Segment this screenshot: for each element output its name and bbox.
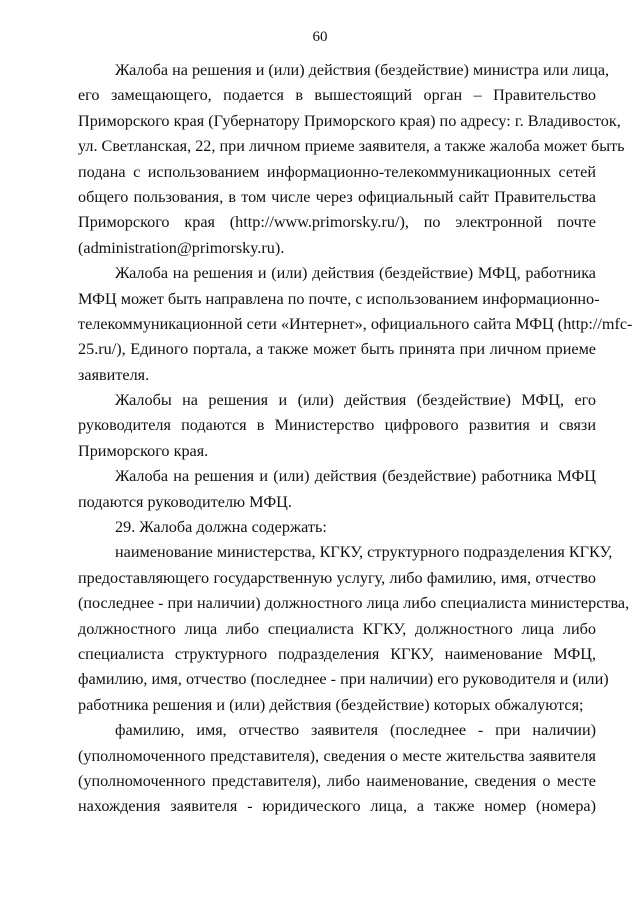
text-line: телекоммуникационной сети «Интернет», официального сайта МФЦ (http://mfc- (78, 314, 633, 333)
text-line: 29. Жалоба должна содержать: (115, 518, 327, 537)
paragraph (78, 388, 596, 464)
text-line: фамилию, имя, отчество (последнее - при наличии) его руководителя и (или) (78, 670, 609, 689)
text-line: ул. Светланская, 22, при личном приеме заявителя, а также жалоба может быть (78, 137, 625, 156)
text-line: специалиста структурного подразделения КГКУ, наименование МФЦ, (78, 644, 596, 663)
text-line: предоставляющего государственную услугу, либо фамилию, имя, отчество (78, 568, 596, 587)
text-line: (administration@primorsky.ru). (78, 238, 285, 257)
document-body (78, 58, 633, 820)
text-line: наименование министерства, КГКУ, структурного подразделения КГКУ, (115, 543, 613, 562)
text-line: Жалобы на решения и (или) действия (бездействие) МФЦ, его (115, 391, 596, 410)
text-line: (уполномоченного представителя), сведения о месте жительства заявителя (78, 746, 596, 765)
text-line: подана с использованием информационно-телекоммуникационных сетей (78, 162, 596, 181)
text-line: Жалоба на решения и (или) действия (бездействие) МФЦ, работника (115, 264, 596, 283)
text-line: общего пользования, в том числе через официальный сайт Правительства (78, 187, 596, 206)
paragraph (78, 464, 596, 515)
paragraph (78, 58, 625, 261)
text-line: его замещающего, подается в вышестоящий орган – Правительство (78, 86, 596, 105)
text-line: (уполномоченного представителя), либо наименование, сведения о месте (78, 771, 596, 790)
text-line: работника решения и (или) действия (бездействие) которых обжалуются; (78, 695, 584, 714)
text-line: Жалоба на решения и (или) действия (бездействие) министра или лица, (115, 61, 610, 79)
text-line: 25.ru/), Единого портала, а также может быть принята при личном приеме (78, 340, 596, 359)
text-line: заявителя. (78, 365, 150, 384)
text-line: Приморского края. (78, 441, 209, 460)
paragraph (78, 515, 596, 540)
paragraph (78, 261, 633, 388)
text-line: должностного лица либо специалиста КГКУ, должностного лица либо (78, 619, 596, 638)
text-line: (последнее - при наличии) должностного лица либо специалиста министерства, (78, 594, 630, 613)
text-line: подаются руководителю МФЦ. (78, 492, 292, 511)
text-line: Приморского края (http://www.primorsky.ru/), по электронной почте (78, 213, 596, 232)
text-line: МФЦ может быть направлена по почте, с использованием информационно- (78, 289, 600, 308)
text-line: руководителя подаются в Министерство цифрового развития и связи (78, 416, 596, 435)
text-line: фамилию, имя, отчество заявителя (последнее - при наличии) (115, 721, 596, 740)
paragraph (78, 718, 596, 820)
text-line: нахождения заявителя - юридического лица, а также номер (номера) (78, 797, 596, 816)
paragraph (78, 540, 630, 718)
text-line: Жалоба на решения и (или) действия (бездействие) работника МФЦ (115, 467, 596, 486)
text-line: Приморского края (Губернатору Приморского края) по адресу: г. Владивосток, (78, 111, 621, 130)
page-number: 60 (312, 29, 328, 45)
